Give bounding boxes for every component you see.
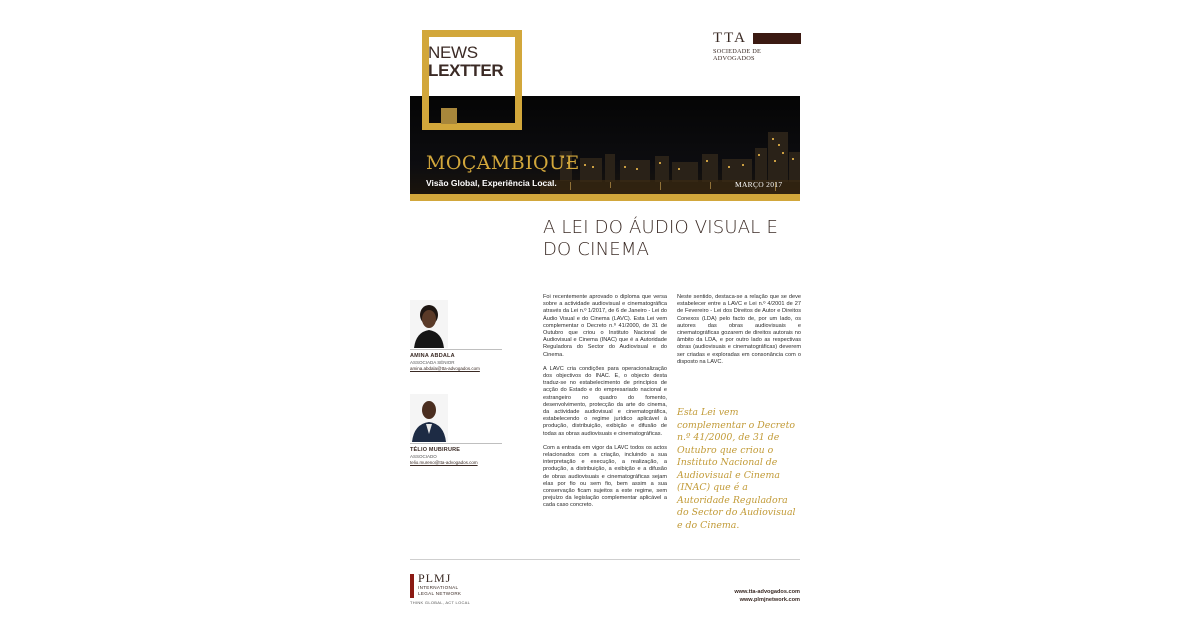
firm-letters: TTA [713,30,747,46]
logo-news: NEWS [428,43,478,62]
gold-divider [410,194,800,201]
plmj-line2: LEGAL NETWORK [418,591,462,596]
author-card [410,300,502,371]
article-paragraph: Foi recentemente aprovado o diploma que versa sobre a actividade audiovisual e cinematográfica através da Lei n.º 1/2017, de 6 de Janeiro - Lei do Áudio Visual e do Cinema (LAVC). Esta Lei vem complementar o Decreto n.º 41/2000, de 31 de Outubro que criou o Instituto Nacional de Audiovisual e Cinema (INAC) que é a Autoridade Reguladora do Sector do Audiovisual e do Cinema. [543,294,667,358]
plmj-name: PLMJ [418,571,452,585]
gold-square-decoration [441,108,457,124]
logo-lextter: LEXTTER [428,61,504,80]
author-role: ASSOCIADA SÉNIOR [410,360,455,365]
article-column-1 [543,294,667,517]
author-divider [410,443,502,444]
logo-bar [753,33,801,44]
author-name: AMINA ABDALA [410,353,455,359]
author-role: ASSOCIADO [410,454,437,459]
article-column-2 [677,294,801,373]
pull-quote: Esta Lei vem complementar o Decreto n.º 41/2000, de 31 de Outubro que criou o Instituto Nacional de Audiovisual e Cinema (INAC) que é a Autoridade Reguladora do Sector do Audiovisual e do Cinema. [677,407,796,531]
tta-logo [713,30,801,62]
article-paragraph: Neste sentido, destaca-se a relação que se deve estabelecer entre a LAVC e Lei n.º 4/2001 de 27 de Fevereiro - Lei dos Direitos de Autor e Direitos Conexos (LDA) pelo facto de, por um lado, os autores das obras audiovisuais e cinematográficas gozarem de direitos autorais no âmbito da LDA, e por outro lado as respectivas obras (audiovisuais e cinematográficas) deverem ser criadas e exploradas em consonância com o disposto na LAVC. [677,294,801,365]
firm-subtitle: SOCIEDADE DE ADVOGADOS [713,48,762,62]
footer-links [734,588,800,604]
plmj-red-bar [410,574,414,598]
issue-date: MARÇO 2017 [735,180,783,189]
plmj-tagline: THINK GLOBAL, ACT LOCAL [410,600,471,605]
author-divider [410,349,502,350]
website-link-plmj[interactable]: www.plmjnetwork.com [739,597,800,603]
author-card [410,394,502,465]
country-title: MOÇAMBIQUE [426,152,580,174]
article-title: A LEI DO ÁUDIO VISUAL E DO CINEMA [543,217,779,260]
tagline: Visão Global, Experiência Local. [426,178,557,188]
article-paragraph: Com a entrada em vigor da LAVC todos os actos relacionados com a criação, incluindo a sua interpretação e execução, a realização, a produção, a distribuição, a exibição e a difusão de obras audiovisuais e cinematográficas sejam elas por fio ou sem fio, bem assim a sua conservação ficam sujeitos a este regime, sem prejuízo da legislação complementar aplicável a cada caso concreto. [543,444,667,509]
author-email-link[interactable]: telio.mureno@tta-advogados.com [410,460,478,465]
author-photo [410,394,448,442]
footer-divider [410,559,800,560]
newsletter-logo [428,44,503,79]
article-paragraph: A LAVC cria condições para operacionalização dos objectivos do INAC. E, o objecto desta traduz-se no estabelecimento de princípios de acção do Estado e do empresariado nacional e estrangeiro no quadro do fomento, desenvolvimento, protecção da arte do cinema, da actividade audiovisual e cinematográfica, estabelecendo o regime jurídico aplicável à produção, distribuição, exibição e difusão de todas as obras audiovisuais e cinematográficas. [543,365,667,437]
author-photo [410,300,448,348]
author-name: TÉLIO MUBIRURE [410,447,461,453]
newsletter-page [402,22,810,612]
author-email-link[interactable]: amina.abdala@tta-advogados.com [410,366,480,371]
plmj-line1: INTERNATIONAL [418,585,459,590]
website-link-tta[interactable]: www.tta-advogados.com [734,589,800,595]
